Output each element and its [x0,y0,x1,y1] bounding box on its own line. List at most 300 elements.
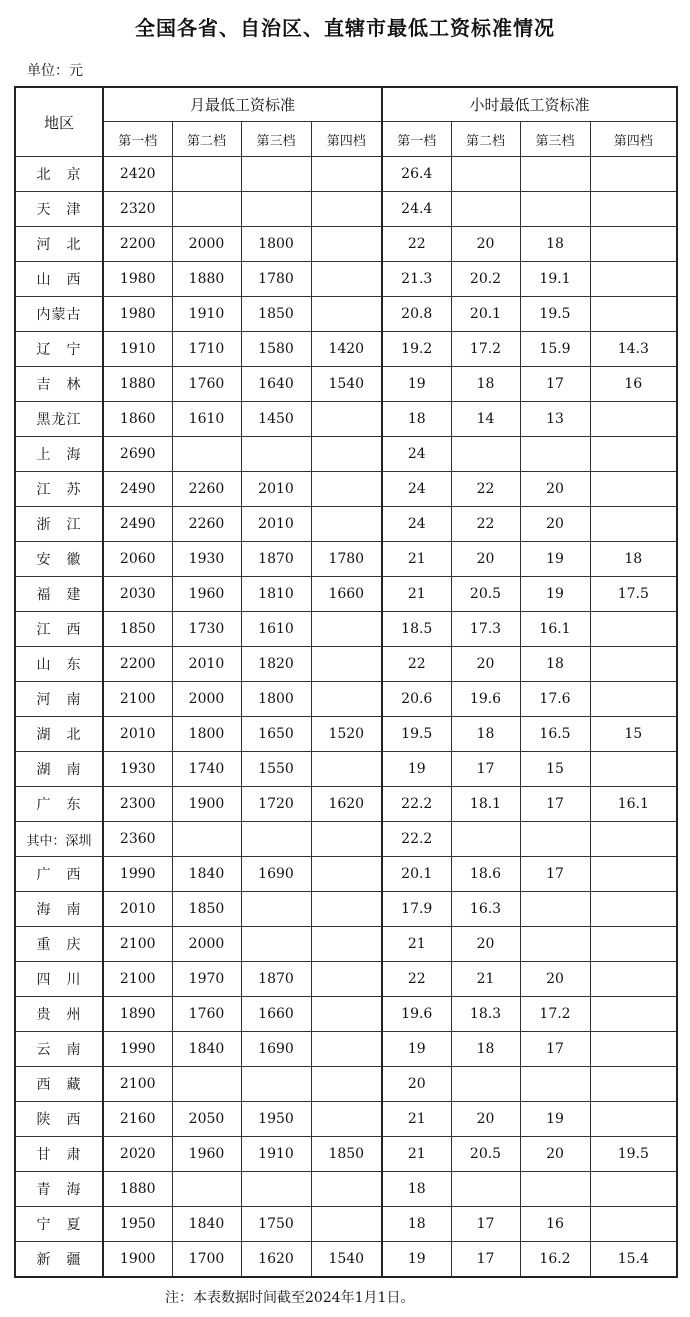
monthly-tier-2-cell: 1880 [172,262,241,297]
monthly-tier-2-cell: 1800 [172,717,241,752]
monthly-tier-3-cell: 1750 [241,1207,311,1242]
table-row [15,402,677,437]
hourly-tier-4-cell [590,227,677,262]
hourly-tier-2-cell: 20 [451,927,520,962]
hourly-tier-3-cell: 18 [520,647,590,682]
monthly-tier-3-cell: 1800 [241,227,311,262]
region-cell: 河 北 [15,227,103,262]
monthly-tier-3-cell [241,437,311,472]
monthly-tier-2-cell: 1610 [172,402,241,437]
monthly-tier-3-cell: 1780 [241,262,311,297]
monthly-tier-4-cell [311,997,382,1032]
hourly-tier-1-cell: 19.6 [382,997,451,1032]
hourly-tier-2-cell: 17 [451,752,520,787]
monthly-tier-1-cell: 2030 [103,577,172,612]
hourly-tier-1-cell: 22 [382,962,451,997]
hourly-tier-2-cell: 20.5 [451,577,520,612]
monthly-tier-2-cell: 1700 [172,1242,241,1277]
monthly-tier-1-cell: 1860 [103,402,172,437]
hourly-tier-2-cell: 17.3 [451,612,520,647]
region-cell: 重 庆 [15,927,103,962]
monthly-tier-4-cell [311,1102,382,1137]
hourly-tier-3-cell: 16.1 [520,612,590,647]
hourly-tier-1-cell: 24 [382,472,451,507]
table-row [15,892,677,927]
hourly-standard-header: 小时最低工资标准 [382,87,677,122]
monthly-tier-1-cell: 2160 [103,1102,172,1137]
hourly-tier-1-cell: 21 [382,927,451,962]
region-cell: 上 海 [15,437,103,472]
hourly-tier-2-cell [451,1067,520,1102]
table-row [15,1137,677,1172]
monthly-tier-2-cell: 2050 [172,1102,241,1137]
hourly-tier-4-cell [590,297,677,332]
monthly-tier-1-cell: 2320 [103,192,172,227]
monthly-tier-1-cell: 2490 [103,507,172,542]
region-cell: 宁 夏 [15,1207,103,1242]
hourly-tier-4-cell: 15.4 [590,1242,677,1277]
hourly-tier-4-cell [590,647,677,682]
monthly-tier-2-cell: 1710 [172,332,241,367]
table-row [15,1242,677,1277]
monthly-tier-2-cell: 1850 [172,892,241,927]
monthly-tier-2-cell: 2000 [172,227,241,262]
hourly-tier-3-cell: 15 [520,752,590,787]
region-cell: 贵 州 [15,997,103,1032]
hourly-tier-4-cell [590,962,677,997]
table-row [15,367,677,402]
table-row [15,682,677,717]
hourly-tier-4-cell [590,682,677,717]
monthly-tier-4-cell [311,752,382,787]
hourly-tier-1-cell: 22.2 [382,787,451,822]
hourly-tier-1-cell: 19.5 [382,717,451,752]
region-column-header: 地区 [15,87,103,157]
hourly-tier-1-cell: 21 [382,577,451,612]
hourly-tier-2-cell: 18 [451,367,520,402]
footnote: 注：本表数据时间截至2024年1月1日。 [165,1290,415,1306]
monthly-tier-4-cell [311,682,382,717]
hourly-tier-header: 第四档 [590,122,677,157]
region-cell: 甘 肃 [15,1137,103,1172]
hourly-tier-3-cell: 17.2 [520,997,590,1032]
hourly-tier-1-cell: 24 [382,437,451,472]
monthly-tier-4-cell [311,192,382,227]
monthly-tier-2-cell: 1900 [172,787,241,822]
hourly-tier-3-cell: 20 [520,962,590,997]
table-row [15,857,677,892]
monthly-tier-3-cell: 2010 [241,472,311,507]
monthly-tier-4-cell [311,857,382,892]
hourly-tier-3-cell: 17.6 [520,682,590,717]
hourly-tier-2-cell: 18 [451,1032,520,1067]
hourly-tier-1-cell: 18 [382,1172,451,1207]
hourly-tier-1-cell: 22 [382,227,451,262]
monthly-tier-4-cell: 1780 [311,542,382,577]
monthly-tier-1-cell: 2010 [103,717,172,752]
monthly-tier-1-cell: 2360 [103,822,172,857]
monthly-tier-2-cell: 1840 [172,857,241,892]
hourly-tier-3-cell: 17 [520,1032,590,1067]
hourly-tier-4-cell [590,437,677,472]
hourly-tier-2-cell: 16.3 [451,892,520,927]
monthly-tier-2-cell: 1970 [172,962,241,997]
hourly-tier-3-cell: 16.2 [520,1242,590,1277]
hourly-tier-3-cell: 19 [520,542,590,577]
region-cell: 新 疆 [15,1242,103,1277]
hourly-tier-3-cell: 15.9 [520,332,590,367]
table-row [15,577,677,612]
monthly-tier-1-cell: 1880 [103,367,172,402]
table-row [15,787,677,822]
monthly-tier-1-cell: 2690 [103,437,172,472]
hourly-tier-2-cell: 18.1 [451,787,520,822]
table-row [15,542,677,577]
table-row [15,612,677,647]
monthly-tier-4-cell [311,262,382,297]
table-row [15,647,677,682]
monthly-tier-3-cell: 1810 [241,577,311,612]
monthly-tier-1-cell: 2020 [103,1137,172,1172]
monthly-tier-3-cell: 1850 [241,297,311,332]
region-cell: 安 徽 [15,542,103,577]
monthly-tier-4-cell [311,157,382,192]
hourly-tier-3-cell: 13 [520,402,590,437]
hourly-tier-3-cell: 16 [520,1207,590,1242]
hourly-tier-1-cell: 26.4 [382,157,451,192]
hourly-tier-4-cell [590,752,677,787]
monthly-tier-1-cell: 1910 [103,332,172,367]
hourly-tier-2-cell: 20 [451,1102,520,1137]
hourly-tier-2-cell: 19.6 [451,682,520,717]
monthly-tier-3-cell: 1610 [241,612,311,647]
hourly-tier-header: 第一档 [382,122,451,157]
monthly-tier-4-cell [311,472,382,507]
region-cell: 天 津 [15,192,103,227]
hourly-tier-1-cell: 21 [382,542,451,577]
hourly-tier-3-cell: 19 [520,1102,590,1137]
monthly-tier-3-cell: 1800 [241,682,311,717]
table-row [15,1032,677,1067]
hourly-tier-4-cell: 16.1 [590,787,677,822]
monthly-tier-3-cell: 1580 [241,332,311,367]
hourly-tier-3-cell [520,157,590,192]
monthly-tier-4-cell [311,822,382,857]
monthly-tier-4-cell [311,647,382,682]
hourly-tier-1-cell: 22.2 [382,822,451,857]
monthly-tier-1-cell: 2100 [103,682,172,717]
monthly-tier-3-cell: 1450 [241,402,311,437]
hourly-tier-4-cell [590,1102,677,1137]
monthly-tier-3-cell: 1620 [241,1242,311,1277]
hourly-tier-3-cell: 20 [520,472,590,507]
monthly-tier-4-cell [311,402,382,437]
monthly-tier-1-cell: 2200 [103,647,172,682]
region-cell: 浙 江 [15,507,103,542]
hourly-tier-1-cell: 19.2 [382,332,451,367]
hourly-tier-2-cell: 20 [451,647,520,682]
monthly-tier-3-cell [241,822,311,857]
region-cell: 山 东 [15,647,103,682]
hourly-tier-1-cell: 20.1 [382,857,451,892]
monthly-tier-3-cell: 1720 [241,787,311,822]
region-cell: 福 建 [15,577,103,612]
table-row [15,717,677,752]
monthly-tier-4-cell: 1540 [311,1242,382,1277]
monthly-standard-header: 月最低工资标准 [103,87,382,122]
hourly-tier-2-cell [451,1172,520,1207]
monthly-tier-3-cell: 1820 [241,647,311,682]
monthly-tier-4-cell: 1620 [311,787,382,822]
hourly-tier-4-cell [590,1067,677,1102]
hourly-tier-3-cell [520,192,590,227]
region-cell: 河 南 [15,682,103,717]
monthly-tier-4-cell: 1850 [311,1137,382,1172]
hourly-tier-4-cell [590,472,677,507]
hourly-tier-2-cell: 22 [451,472,520,507]
table-row [15,997,677,1032]
hourly-tier-2-cell [451,157,520,192]
monthly-tier-3-cell [241,927,311,962]
hourly-tier-3-cell: 20 [520,1137,590,1172]
monthly-tier-4-cell [311,297,382,332]
hourly-tier-3-cell [520,1172,590,1207]
hourly-tier-1-cell: 20.8 [382,297,451,332]
monthly-tier-2-cell [172,822,241,857]
hourly-tier-header: 第三档 [520,122,590,157]
monthly-tier-1-cell: 1980 [103,297,172,332]
table-row [15,332,677,367]
table-body [15,157,677,1277]
hourly-tier-2-cell: 22 [451,507,520,542]
monthly-tier-4-cell [311,1172,382,1207]
hourly-tier-4-cell [590,1172,677,1207]
hourly-tier-3-cell: 17 [520,857,590,892]
monthly-tier-3-cell [241,1172,311,1207]
monthly-tier-2-cell [172,1067,241,1102]
hourly-tier-2-cell [451,437,520,472]
monthly-tier-2-cell: 1930 [172,542,241,577]
hourly-tier-4-cell: 16 [590,367,677,402]
monthly-tier-3-cell: 1650 [241,717,311,752]
hourly-tier-2-cell [451,192,520,227]
hourly-tier-4-cell [590,857,677,892]
monthly-tier-3-cell: 1950 [241,1102,311,1137]
hourly-tier-3-cell: 17 [520,787,590,822]
monthly-tier-1-cell: 1930 [103,752,172,787]
hourly-tier-3-cell: 17 [520,367,590,402]
hourly-tier-3-cell: 18 [520,227,590,262]
monthly-tier-2-cell: 1840 [172,1032,241,1067]
region-cell: 江 西 [15,612,103,647]
monthly-tier-3-cell [241,1067,311,1102]
monthly-tier-2-cell: 1910 [172,297,241,332]
hourly-tier-2-cell: 18.6 [451,857,520,892]
table-row [15,297,677,332]
hourly-tier-4-cell [590,507,677,542]
monthly-tier-1-cell: 1950 [103,1207,172,1242]
hourly-tier-4-cell [590,997,677,1032]
hourly-tier-4-cell [590,157,677,192]
hourly-tier-1-cell: 24 [382,507,451,542]
table-row [15,262,677,297]
monthly-tier-1-cell: 1990 [103,1032,172,1067]
page-title: 全国各省、自治区、直辖市最低工资标准情况 [135,16,555,40]
hourly-tier-2-cell: 17.2 [451,332,520,367]
monthly-tier-3-cell: 1870 [241,962,311,997]
region-cell: 陕 西 [15,1102,103,1137]
hourly-tier-1-cell: 18.5 [382,612,451,647]
monthly-tier-1-cell: 1900 [103,1242,172,1277]
region-cell: 内蒙古 [15,297,103,332]
hourly-tier-2-cell: 21 [451,962,520,997]
hourly-tier-3-cell: 20 [520,507,590,542]
monthly-tier-2-cell: 1760 [172,367,241,402]
monthly-tier-2-cell: 1960 [172,1137,241,1172]
monthly-tier-2-cell: 2260 [172,507,241,542]
hourly-tier-3-cell: 16.5 [520,717,590,752]
table-row [15,1067,677,1102]
monthly-tier-2-cell [172,157,241,192]
monthly-tier-1-cell: 2060 [103,542,172,577]
hourly-tier-2-cell: 20.2 [451,262,520,297]
monthly-tier-1-cell: 2300 [103,787,172,822]
monthly-tier-header: 第四档 [311,122,382,157]
monthly-tier-1-cell: 2010 [103,892,172,927]
hourly-tier-4-cell [590,612,677,647]
monthly-tier-header: 第三档 [241,122,311,157]
region-cell: 北 京 [15,157,103,192]
monthly-tier-3-cell: 1870 [241,542,311,577]
hourly-tier-2-cell: 20 [451,542,520,577]
hourly-tier-4-cell: 14.3 [590,332,677,367]
hourly-tier-3-cell [520,437,590,472]
hourly-tier-3-cell [520,927,590,962]
monthly-tier-4-cell: 1540 [311,367,382,402]
hourly-tier-1-cell: 22 [382,647,451,682]
monthly-tier-4-cell [311,612,382,647]
hourly-tier-3-cell: 19 [520,577,590,612]
hourly-tier-4-cell: 17.5 [590,577,677,612]
hourly-tier-2-cell: 17 [451,1242,520,1277]
hourly-tier-4-cell: 18 [590,542,677,577]
hourly-tier-2-cell [451,822,520,857]
monthly-tier-3-cell [241,157,311,192]
monthly-tier-1-cell: 1990 [103,857,172,892]
monthly-tier-2-cell [172,1172,241,1207]
table-row [15,472,677,507]
hourly-tier-1-cell: 17.9 [382,892,451,927]
unit-label: 单位：元 [27,63,83,79]
hourly-tier-1-cell: 21 [382,1137,451,1172]
hourly-tier-3-cell: 19.5 [520,297,590,332]
hourly-tier-4-cell [590,402,677,437]
hourly-tier-2-cell: 20 [451,227,520,262]
region-cell: 青 海 [15,1172,103,1207]
monthly-tier-4-cell [311,892,382,927]
hourly-tier-2-cell: 18 [451,717,520,752]
table-row [15,1207,677,1242]
min-wage-table [14,86,678,1278]
monthly-tier-1-cell: 1880 [103,1172,172,1207]
table-row [15,927,677,962]
hourly-tier-4-cell: 19.5 [590,1137,677,1172]
monthly-tier-2-cell: 2000 [172,927,241,962]
table-row [15,752,677,787]
table-row [15,507,677,542]
hourly-tier-1-cell: 19 [382,1242,451,1277]
hourly-tier-4-cell [590,892,677,927]
monthly-tier-1-cell: 1890 [103,997,172,1032]
table-row [15,1172,677,1207]
monthly-tier-2-cell: 1960 [172,577,241,612]
region-cell: 云 南 [15,1032,103,1067]
monthly-tier-4-cell [311,962,382,997]
monthly-tier-3-cell: 1660 [241,997,311,1032]
monthly-tier-4-cell: 1420 [311,332,382,367]
hourly-tier-2-cell: 18.3 [451,997,520,1032]
hourly-tier-3-cell [520,822,590,857]
hourly-tier-1-cell: 19 [382,367,451,402]
monthly-tier-4-cell [311,437,382,472]
hourly-tier-3-cell [520,1067,590,1102]
monthly-tier-1-cell: 2100 [103,962,172,997]
region-cell: 海 南 [15,892,103,927]
monthly-tier-3-cell: 1690 [241,857,311,892]
monthly-tier-3-cell: 1690 [241,1032,311,1067]
region-cell: 四 川 [15,962,103,997]
hourly-tier-1-cell: 19 [382,752,451,787]
monthly-tier-4-cell [311,1032,382,1067]
hourly-tier-1-cell: 21 [382,1102,451,1137]
monthly-tier-4-cell: 1520 [311,717,382,752]
hourly-tier-2-cell: 20.1 [451,297,520,332]
hourly-tier-2-cell: 17 [451,1207,520,1242]
region-cell: 广 东 [15,787,103,822]
monthly-tier-4-cell [311,507,382,542]
monthly-tier-3-cell [241,192,311,227]
hourly-tier-4-cell [590,1207,677,1242]
monthly-tier-4-cell [311,1207,382,1242]
table-row [15,1102,677,1137]
monthly-tier-header: 第二档 [172,122,241,157]
hourly-tier-4-cell [590,262,677,297]
monthly-tier-1-cell: 2100 [103,1067,172,1102]
monthly-tier-2-cell: 2000 [172,682,241,717]
monthly-tier-header: 第一档 [103,122,172,157]
monthly-tier-1-cell: 2420 [103,157,172,192]
region-cell: 其中：深圳 [15,822,103,857]
monthly-tier-1-cell: 1980 [103,262,172,297]
monthly-tier-3-cell: 1550 [241,752,311,787]
monthly-tier-4-cell [311,1067,382,1102]
hourly-tier-2-cell: 20.5 [451,1137,520,1172]
region-cell: 西 藏 [15,1067,103,1102]
region-cell: 江 苏 [15,472,103,507]
table-row [15,192,677,227]
region-cell: 湖 北 [15,717,103,752]
region-cell: 黑龙江 [15,402,103,437]
monthly-tier-4-cell: 1660 [311,577,382,612]
hourly-tier-1-cell: 21.3 [382,262,451,297]
region-cell: 山 西 [15,262,103,297]
hourly-tier-1-cell: 18 [382,1207,451,1242]
hourly-tier-1-cell: 18 [382,402,451,437]
hourly-tier-3-cell: 19.1 [520,262,590,297]
hourly-tier-header: 第二档 [451,122,520,157]
table-row [15,437,677,472]
monthly-tier-2-cell: 1840 [172,1207,241,1242]
